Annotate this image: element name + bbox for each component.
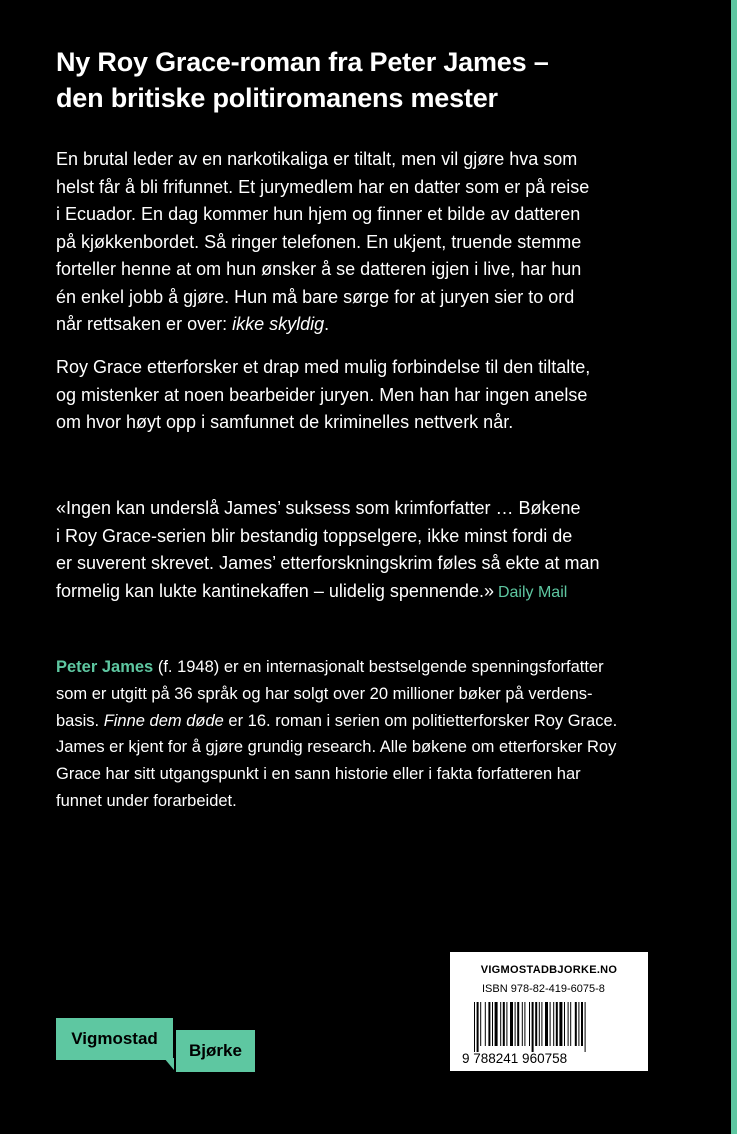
author-bio	[56, 654, 676, 815]
bio-line-1-rest: (f. 1948) er en internasjonalt bestselgende spenningsforfatter	[153, 658, 604, 676]
text-line: Roy Grace etterforsker et drap med mulig forbindelse til den tiltalte,	[56, 357, 591, 377]
quote-line: «Ingen kan underslå James’ suksess som krimforfatter … Bøkene	[56, 498, 581, 518]
barcode-bar	[539, 1002, 540, 1046]
text-line: helst får å bli frifunnet. Et jurymedlem har en datter som er på reise	[56, 176, 590, 197]
barcode-bar	[553, 1002, 554, 1046]
text-line: og mistenker at noen bearbeider juryen. Men han har ingen anelse	[56, 384, 588, 405]
bio-line	[56, 708, 676, 735]
publisher-logo-tail	[164, 1058, 174, 1070]
synopsis-paragraph-1	[56, 146, 676, 339]
publisher-logo-part-2: Bjørke	[176, 1030, 255, 1072]
headline-line-2: den britiske politiromanens mester	[56, 83, 498, 113]
barcode-bar	[556, 1002, 558, 1046]
barcode-bar	[477, 1002, 479, 1052]
barcode-bar	[564, 1002, 565, 1046]
barcode-bar	[517, 1002, 519, 1046]
bio-line-prefix: basis.	[56, 711, 104, 730]
publisher-logo	[56, 1018, 256, 1074]
bio-line	[56, 654, 676, 681]
italic-phrase: ikke skyldig	[232, 314, 325, 334]
quote-line: er suverent skrevet. James’ etterforskningskrim føles så ekte at man	[56, 553, 600, 573]
text-line: En brutal leder av en narkotikaliga er tiltalt, men vil gjøre hva som	[56, 149, 578, 169]
barcode-bar	[529, 1002, 530, 1046]
barcode-bar	[503, 1002, 505, 1046]
publisher-logo-part-1: Vigmostad	[56, 1018, 173, 1060]
text-line	[56, 311, 676, 339]
barcode-bar	[474, 1002, 475, 1052]
barcode-bar	[522, 1002, 523, 1046]
barcode-bar	[578, 1002, 579, 1046]
text-line-prefix: når rettsaken er over:	[56, 314, 233, 334]
isbn-label: ISBN 978-82-419-6075-8	[482, 983, 605, 995]
text-line: om hvor høyt opp i samfunnet de kriminelles nettverk når.	[56, 412, 514, 432]
barcode-bar	[559, 1002, 562, 1046]
bio-line: Grace har sitt utgangspunkt i en sann historie eller i fakta forfatteren har	[56, 765, 581, 784]
bio-line: funnet under forarbeidet.	[56, 791, 237, 810]
quote-line: i Roy Grace-serien blir bestandig toppselgere, ikke minst fordi de	[56, 525, 573, 546]
barcode-graphic	[460, 1002, 638, 1066]
barcode-bar	[581, 1002, 583, 1046]
barcode-bar	[545, 1002, 548, 1046]
headline-line-1: Ny Roy Grace-roman fra Peter James –	[56, 47, 549, 77]
barcode-box	[450, 952, 648, 1071]
text-line: forteller henne at om hun ønsker å se datteren igjen i live, har hun	[56, 259, 582, 279]
barcode-bar	[550, 1002, 551, 1046]
barcode-bar	[492, 1002, 493, 1046]
bio-line: James er kjent for å gjøre grundig research. Alle bøkene om etterforsker Roy	[56, 738, 617, 757]
barcode-bar	[568, 1002, 569, 1046]
barcode-bar	[488, 1002, 490, 1046]
author-name: Peter James	[56, 658, 154, 676]
barcode-bar	[585, 1002, 586, 1052]
publisher-url: VIGMOSTADBJORKE.NO	[480, 964, 618, 976]
bio-line-rest: er 16. roman i serien om politietterforsker Roy Grace.	[223, 711, 618, 730]
barcode-bar	[524, 1002, 525, 1046]
barcode-bar	[570, 1002, 571, 1046]
quote-source: Daily Mail	[497, 583, 568, 601]
synopsis-paragraph-2	[56, 354, 676, 437]
barcode-bar	[506, 1002, 507, 1046]
barcode-bar	[500, 1002, 501, 1046]
barcode-bar	[485, 1002, 486, 1046]
barcode-bar	[515, 1002, 516, 1046]
bio-line: som er utgitt på 36 språk og har solgt over 20 millioner bøker på verdens-	[56, 684, 593, 703]
barcode-bars	[474, 1002, 586, 1052]
text-line-suffix: .	[324, 314, 330, 334]
barcode-bar	[532, 1002, 534, 1052]
barcode-bar	[510, 1002, 513, 1046]
book-title: Finne dem døde	[103, 711, 224, 730]
headline	[56, 44, 676, 116]
review-quote	[56, 495, 676, 606]
quote-line	[56, 578, 676, 607]
spine-accent-strip	[731, 0, 737, 1134]
barcode-bar	[495, 1002, 498, 1046]
text-line: i Ecuador. En dag kommer hun hjem og finner et bilde av datteren	[56, 204, 581, 224]
barcode-bar	[541, 1002, 542, 1046]
text-line: på kjøkkenbordet. Så ringer telefonen. En ukjent, truende stemme	[56, 231, 582, 252]
barcode-bar	[535, 1002, 537, 1046]
barcode-digits: 9 788241 960758	[462, 1051, 568, 1066]
text-line: én enkel jobb å gjøre. Hun må bare sørge for at juryen sier to ord	[56, 286, 575, 307]
barcode-bar	[480, 1002, 481, 1046]
quote-last-line: formelig kan lukte kantinekaffen – ulidelig spennende.»	[56, 580, 494, 601]
barcode-bar	[575, 1002, 577, 1046]
